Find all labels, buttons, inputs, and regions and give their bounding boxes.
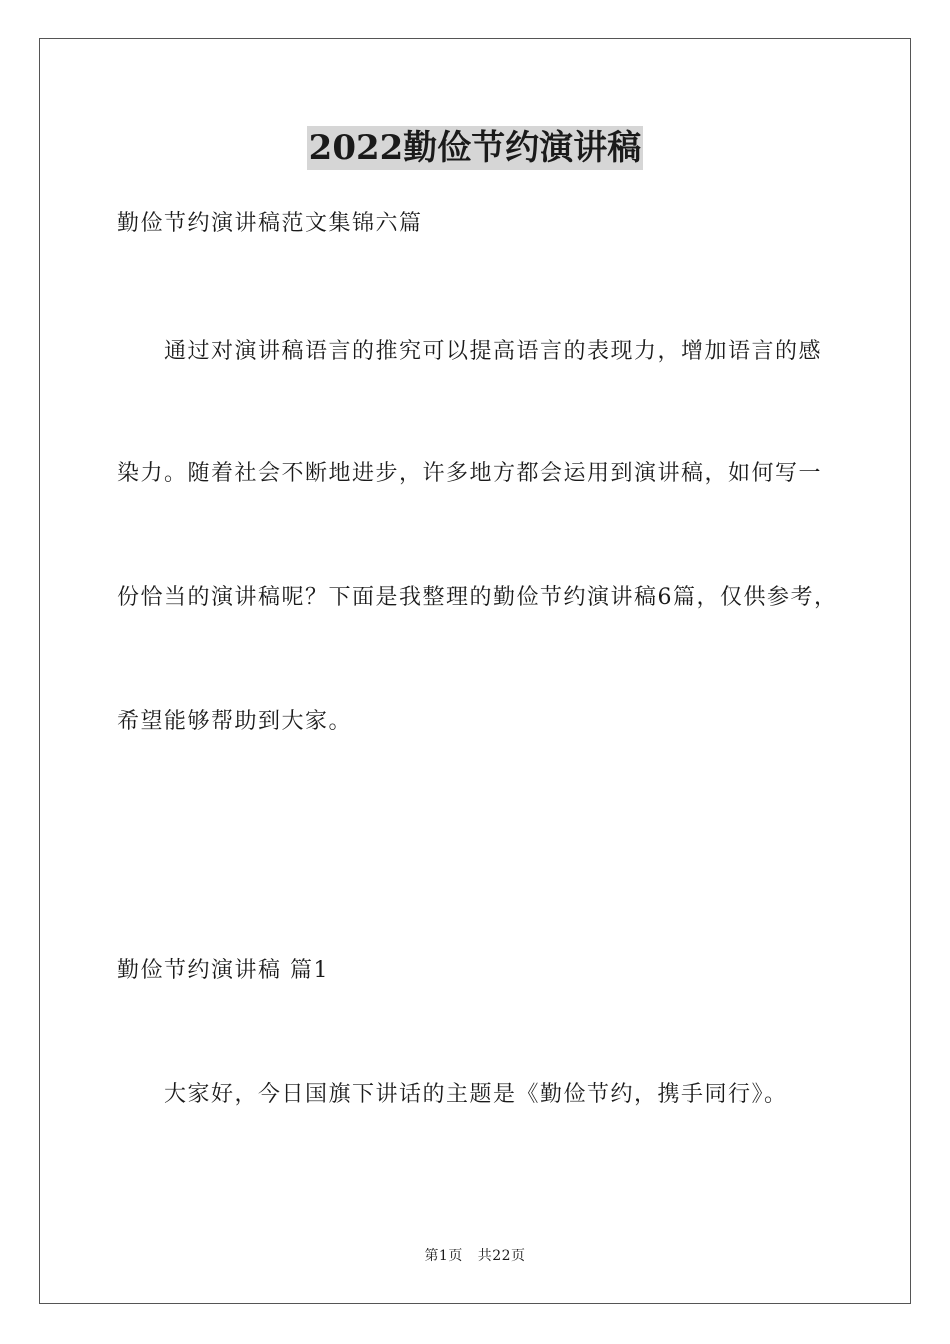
section-paragraph-line: 大家好，今日国旗下讲话的主题是《勤俭节约，携手同行》。	[164, 1082, 788, 1107]
intro-line-3: 份恰当的演讲稿呢？下面是我整理的勤俭节约演讲稿6篇，仅供参考，	[117, 585, 838, 610]
page-number: 第1页	[424, 1248, 463, 1264]
page-total: 共22页	[477, 1248, 526, 1264]
intro-line-4: 希望能够帮助到大家。	[117, 709, 353, 734]
intro-line-1: 通过对演讲稿语言的推究可以提高语言的表现力，增加语言的感	[164, 339, 823, 364]
section-heading: 勤俭节约演讲稿 篇1	[117, 958, 329, 983]
document-subtitle: 勤俭节约演讲稿范文集锦六篇	[117, 211, 423, 236]
intro-line-2: 染力。随着社会不断地进步，许多地方都会运用到演讲稿，如何写一	[117, 461, 823, 486]
document-title: 2022勤俭节约演讲稿	[308, 128, 642, 168]
page-footer	[0, 1246, 950, 1266]
title-container	[0, 126, 950, 170]
